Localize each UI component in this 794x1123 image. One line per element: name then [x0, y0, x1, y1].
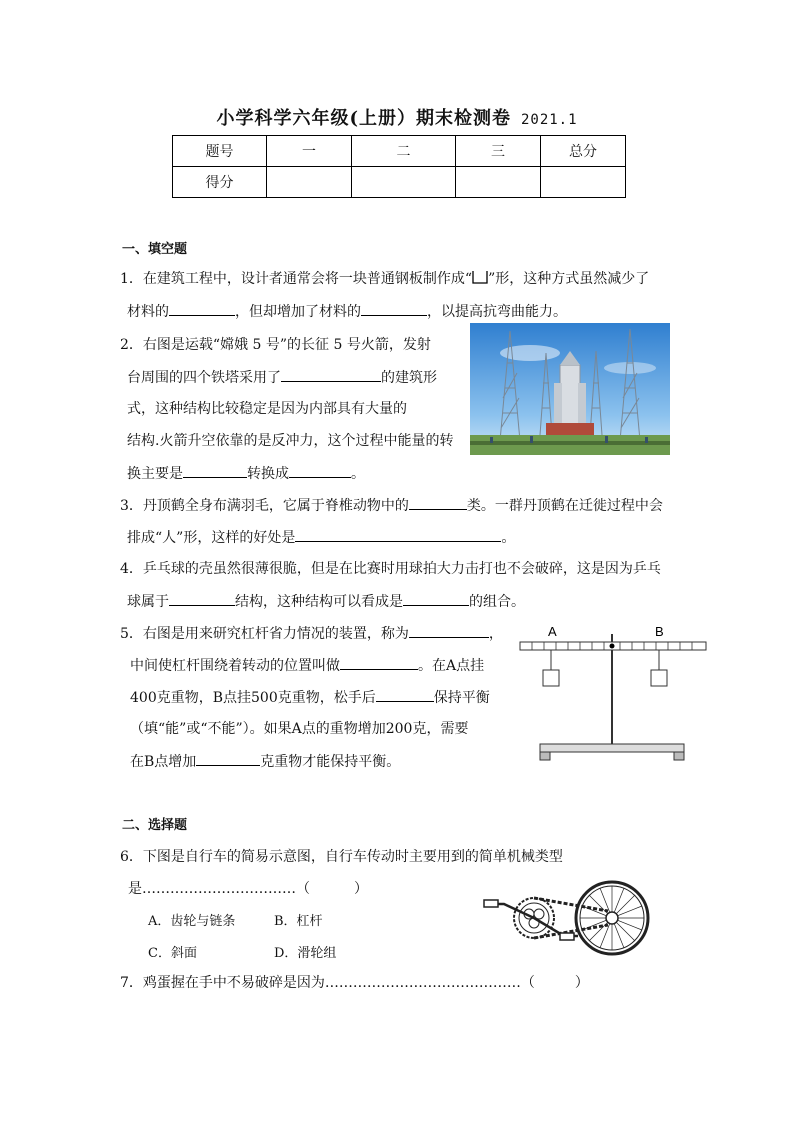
q6-option-d[interactable]: D．滑轮组 [274, 946, 337, 961]
score-header-total: 总分 [541, 136, 626, 167]
score-table-header-row [173, 136, 626, 167]
q3-line1: 3．丹顶鹤全身布满羽毛，它属于脊椎动物中的 类。一群丹顶鹤在迁徙过程中会 [120, 494, 663, 515]
q4-line2: 球属于 结构，这种结构可以看成是 的组合。 [127, 590, 525, 611]
q6-option-b[interactable]: B．杠杆 [274, 914, 323, 929]
q2-line4: 结构.火箭升空依靠的是反冲力，这个过程中能量的转 [127, 433, 454, 449]
q6-option-c[interactable]: C．斜面 [148, 946, 197, 961]
q5-blank-1[interactable] [409, 622, 489, 638]
section1-heading: 一、填空题 [122, 242, 188, 257]
q2-blank-3[interactable] [289, 462, 351, 478]
q1-blank-1[interactable] [169, 300, 235, 316]
q2-line1: 2．右图是运载“嫦娥 5 号”的长征 5 号火箭，发射 [120, 337, 431, 353]
page-title [0, 104, 794, 130]
score-table-score-row [173, 167, 626, 198]
q2-line5: 换主要是 转换成 。 [127, 462, 365, 483]
weight-b [651, 670, 667, 686]
exam-year: 2021.1 [520, 112, 578, 128]
q1-line2: 材料的 ，但却增加了材料的 ，以提高抗弯曲能力。 [127, 300, 567, 321]
score-header-label: 题号 [173, 136, 267, 167]
lever-label-b: B [655, 624, 664, 639]
score-cell-total[interactable] [541, 167, 626, 198]
q5-line3: 400克重物，B点挂500克重物，松手后 保持平衡 [130, 686, 490, 707]
q2-line2: 台周围的四个铁塔采用了 的建筑形 [127, 366, 437, 387]
bicycle-drivetrain-diagram [482, 880, 662, 966]
score-header-part3: 三 [456, 136, 541, 167]
title-text: 小学科学六年级(上册）期末检测卷 [216, 108, 511, 129]
q4-blank-2[interactable] [403, 590, 469, 606]
q5-line1: 5．右图是用来研究杠杆省力情况的装置，称为 ， [120, 622, 503, 643]
score-cell-part3[interactable] [456, 167, 541, 198]
q3-blank-1[interactable] [409, 494, 467, 510]
lever-base [540, 744, 684, 752]
q5-line5: 在B点增加 克重物才能保持平衡。 [130, 750, 400, 771]
pedal [484, 900, 498, 907]
q5-blank-4[interactable] [196, 750, 260, 766]
section2-heading: 二、选择题 [122, 818, 188, 833]
score-cell-part2[interactable] [352, 167, 456, 198]
q6-option-a[interactable]: A．齿轮与链条 [148, 914, 236, 929]
q5-blank-2[interactable] [340, 654, 418, 670]
q3-blank-2[interactable] [295, 526, 501, 542]
score-header-part1: 一 [267, 136, 352, 167]
q6-line1: 6．下图是自行车的简易示意图，自行车传动时主要用到的简单机械类型 [120, 849, 563, 865]
q4-blank-1[interactable] [169, 590, 235, 606]
score-row-label: 得分 [173, 167, 267, 198]
lever-pivot [610, 644, 615, 649]
weight-a [543, 670, 559, 686]
q7-line1: 7．鸡蛋握在手中不易破碎是因为……………………………………（ ） [120, 975, 589, 991]
lever-label-a: A [548, 624, 557, 639]
lever-apparatus-diagram [518, 622, 710, 764]
q2-blank-1[interactable] [281, 366, 381, 382]
q2-blank-2[interactable] [183, 462, 247, 478]
score-cell-part1[interactable] [267, 167, 352, 198]
q5-line2: 中间使杠杆围绕着转动的位置叫做 。在A点挂 [130, 654, 484, 675]
q1-line1: 1．在建筑工程中，设计者通常会将一块普通钢板制作成“ ”形，这种方式虽然减少了 [120, 271, 650, 287]
score-header-part2: 二 [352, 136, 456, 167]
q4-line1: 4．乒乓球的壳虽然很薄很脆，但是在比赛时用球拍大力击打也不会破碎，这是因为乒乓 [120, 561, 661, 577]
rocket-launch-photo [470, 323, 670, 455]
q1-blank-2[interactable] [361, 300, 427, 316]
q5-blank-3[interactable] [376, 686, 434, 702]
q5-line4: （填“能”或“不能”）。如果A点的重物增加200克，需要 [130, 721, 469, 737]
score-table [172, 135, 626, 198]
q6-line2: 是……………………………（ ） [128, 881, 368, 897]
q3-line2: 排成“人”形，这样的好处是 。 [127, 526, 515, 547]
channel-shape-icon [472, 271, 488, 284]
q2-line3: 式，这种结构比较稳定是因为内部具有大量的 [127, 401, 407, 417]
